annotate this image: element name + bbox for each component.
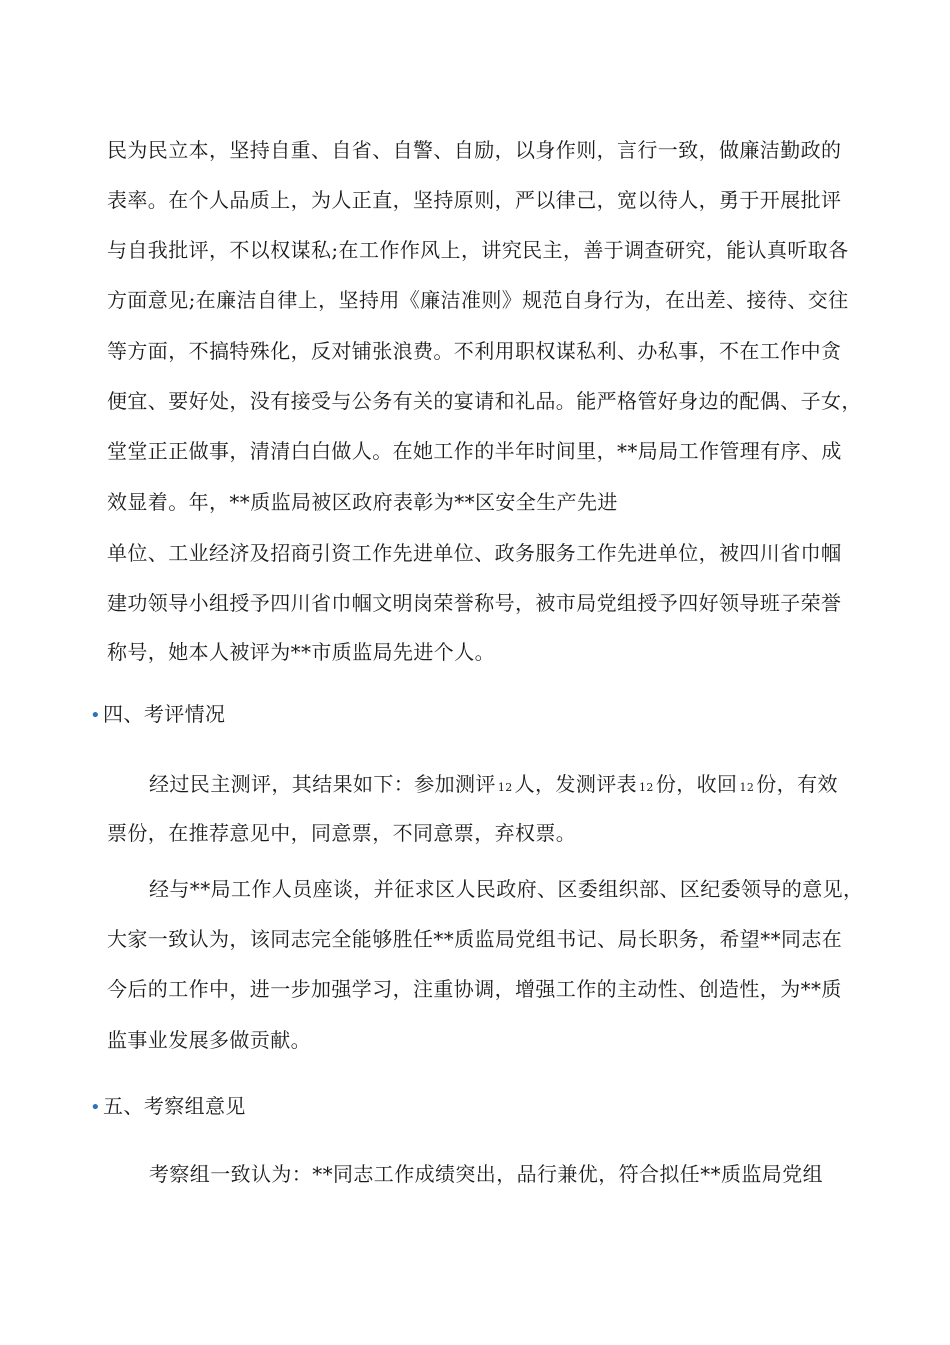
- paragraph-line: 建功领导小组授予四川省巾帼文明岗荣誉称号，被市局党组授予四好领导班子荣誉: [107, 591, 842, 615]
- paragraph-line: 效显着。年，**质监局被区政府表彰为**区安全生产先进: [107, 490, 618, 514]
- text-fragment: 份，收回: [655, 772, 738, 796]
- section-title: 四、考评情况: [103, 702, 226, 726]
- paragraph-line: 堂堂正正做事，清清白白做人。在她工作的半年时间里，**局局工作管理有序、成: [107, 439, 842, 463]
- section-heading-5: [90, 1092, 246, 1122]
- paragraph-line: 与自我批评，不以权谋私;在工作作风上，讲究民主，善于调查研究，能认真听取各: [107, 238, 849, 262]
- section-title: 五、考察组意见: [103, 1094, 246, 1118]
- paragraph-line: 等方面，不搞特殊化，反对铺张浪费。不利用职权谋私利、办私事，不在工作中贪: [107, 339, 842, 363]
- text-fragment: 经过民主测评，其结果如下：参加测评: [149, 772, 496, 796]
- paragraph-line: 民为民立本，坚持自重、自省、自警、自励，以身作则，言行一致，做廉洁勤政的: [107, 138, 842, 162]
- forms-issued-count: 12: [639, 781, 654, 794]
- forms-returned-count: 12: [739, 781, 755, 794]
- paragraph-line: 大家一致认为，该同志完全能够胜任**质监局党组书记、局长职务，希望**同志在: [107, 927, 843, 951]
- section-heading-4: [90, 700, 225, 730]
- paragraph-line: 便宜、要好处，没有接受与公务有关的宴请和礼品。能严格管好身边的配偶、子女，: [107, 389, 862, 413]
- bullet-icon: •: [90, 705, 102, 726]
- text-fragment: 人，发测评表: [514, 772, 638, 796]
- evaluation-line: [149, 770, 838, 802]
- paragraph-line: 今后的工作中，进一步加强学习，注重协调，增强工作的主动性、创造性，为**质: [107, 977, 842, 1001]
- paragraph-line: 方面意见;在廉洁自律上，坚持用《廉洁准则》规范自身行为，在出差、接待、交往: [107, 288, 849, 312]
- paragraph-line: 表率。在个人品质上，为人正直，坚持原则，严以律己，宽以待人，勇于开展批评: [107, 188, 842, 212]
- paragraph-line: 单位、工业经济及招商引资工作先进单位、政务服务工作先进单位，被四川省巾帼: [107, 541, 842, 565]
- participant-count: 12: [497, 781, 513, 794]
- evaluation-line: 票份，在推荐意见中，同意票，不同意票，弃权票。: [107, 821, 577, 845]
- paragraph-line: 称号，她本人被评为**市质监局先进个人。: [107, 640, 495, 664]
- paragraph-line: 监事业发展多做贡献。: [107, 1028, 311, 1052]
- paragraph-line: 考察组一致认为：**同志工作成绩突出，品行兼优，符合拟任**质监局党组: [149, 1162, 823, 1186]
- bullet-icon: •: [90, 1097, 102, 1118]
- paragraph-line: 经与**局工作人员座谈，并征求区人民政府、区委组织部、区纪委领导的意见，: [149, 877, 864, 901]
- text-fragment: 份，有效: [756, 772, 838, 796]
